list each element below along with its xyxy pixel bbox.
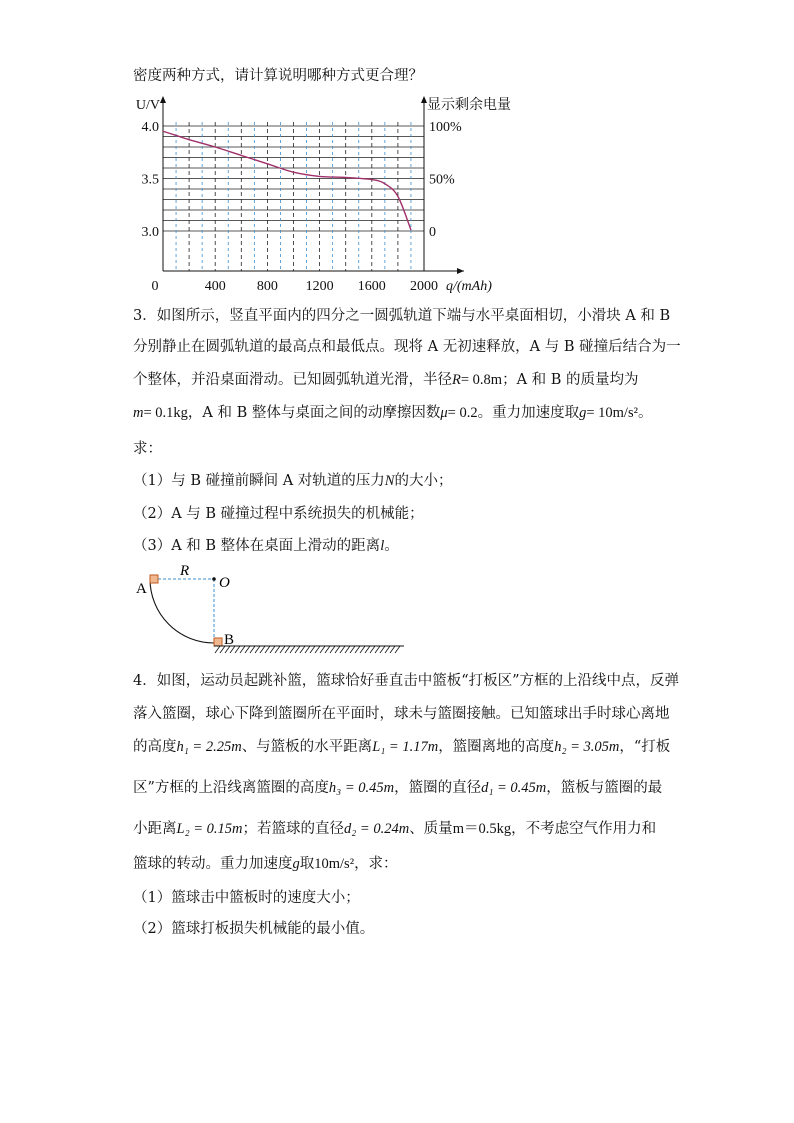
hatch-line bbox=[340, 646, 345, 653]
q3-mass-value: = 0.1kg bbox=[143, 405, 188, 421]
q3-line-5: 求： bbox=[133, 441, 162, 457]
q4-line-6 bbox=[133, 855, 398, 873]
q3-sub-1-text: （1）与 B 碰撞前瞬间 A 对轨道的压力 bbox=[133, 473, 385, 489]
y-tick-label: 3.0 bbox=[141, 225, 159, 240]
right-tick-label: 50% bbox=[429, 172, 455, 188]
q3-sub-3-rest: 。 bbox=[384, 538, 399, 554]
hatch-line bbox=[245, 646, 250, 653]
q4-d2: d₂ = 0.24m bbox=[344, 821, 410, 837]
y-tick-label: 4.0 bbox=[141, 120, 159, 135]
q4-L2: L₂ = 0.15m bbox=[176, 821, 243, 837]
hatch-line bbox=[310, 646, 315, 653]
x-axis-label: q/(mAh) bbox=[446, 279, 492, 294]
hatch-line bbox=[295, 646, 300, 653]
hatch-line bbox=[240, 646, 245, 653]
q4-line-5 bbox=[133, 820, 656, 838]
hatch-line bbox=[320, 646, 325, 653]
hatch-line bbox=[385, 646, 390, 653]
q3-line-1: 3．如图所示，竖直平面内的四分之一圆弧轨道下端与水平桌面相切，小滑块 A 和 B bbox=[133, 308, 671, 324]
chart-grid bbox=[163, 122, 424, 271]
y-axis-arrow bbox=[160, 96, 166, 103]
q4-line-1: 4．如图，运动员起跳补篮，篮球恰好垂直击中篮板“打板区”方框的上沿线中点，反弹 bbox=[133, 673, 680, 689]
hatch-line bbox=[365, 646, 370, 653]
q3-sub-2: （2）A 与 B 碰撞过程中系统损失的机械能； bbox=[133, 506, 424, 522]
hatch-line bbox=[260, 646, 265, 653]
q3-line-4-text: ，A 和 B 整体与桌面之间的动摩擦因数 bbox=[187, 405, 441, 421]
q4-line-6-b: 取 bbox=[299, 856, 315, 872]
x-tick-label: 1200 bbox=[305, 279, 334, 294]
right-tick-label: 0 bbox=[429, 225, 436, 240]
q4-line-6-a: 篮球的转动。重力加速度 bbox=[133, 856, 293, 872]
q3-radius-symbol: R bbox=[452, 372, 461, 388]
q3-distance-symbol: l bbox=[380, 538, 385, 554]
hatch-line bbox=[265, 646, 270, 653]
q3-line-4-text-2: 。重力加速度取 bbox=[477, 405, 580, 421]
q3-radius-value: = 0.8m bbox=[460, 372, 503, 388]
q4-line-4-b: ，篮圈的直径 bbox=[394, 780, 482, 796]
x-tick-label: 1600 bbox=[357, 279, 386, 294]
hatch-line bbox=[375, 646, 380, 653]
hatch-line bbox=[285, 646, 290, 653]
q3-line-3-text: 个整体，并沿桌面滑动。已知圆弧轨道光滑，半径 bbox=[133, 372, 452, 388]
q3-mu-symbol: μ bbox=[440, 405, 448, 421]
hatch-line bbox=[370, 646, 375, 653]
q3-g-value: = 10m/s² bbox=[586, 405, 638, 421]
hatch-line bbox=[355, 646, 360, 653]
q3-sub-1 bbox=[133, 472, 452, 490]
hatch-line bbox=[360, 646, 365, 653]
q4-line-5-a: 小距离 bbox=[133, 821, 177, 837]
hatch-line bbox=[270, 646, 275, 653]
q4-g-value: 10m/s² bbox=[314, 856, 355, 872]
q3-line-3-rest: ；A 和 B 的质量均为 bbox=[502, 372, 639, 388]
hatch-line bbox=[280, 646, 285, 653]
q3-mu-value: = 0.2 bbox=[447, 405, 478, 421]
x-tick-label: 400 bbox=[204, 279, 226, 294]
q4-sub-2: （2）篮球打板损失机械能的最小值。 bbox=[133, 921, 375, 937]
hatch-line bbox=[380, 646, 385, 653]
q4-L1: L₁ = 1.17m bbox=[372, 739, 439, 755]
q4-line-3-c: ，篮圈离地的高度 bbox=[438, 739, 555, 755]
q4-d1: d₁ = 0.45m bbox=[481, 780, 547, 796]
q3-sub-1-rest: 的大小； bbox=[394, 473, 453, 489]
table-hatching bbox=[215, 646, 400, 653]
q4-line-4-a: 区”方框的上沿线离篮圈的高度 bbox=[133, 780, 329, 796]
q4-line-3-b: 、与篮板的水平距离 bbox=[241, 739, 373, 755]
q3-sub-3 bbox=[133, 537, 399, 555]
q4-g-symbol: g bbox=[292, 856, 300, 872]
hatch-line bbox=[250, 646, 255, 653]
block-b bbox=[214, 638, 222, 646]
q3-sub-3-text: （3）A 和 B 整体在桌面上滑动的距离 bbox=[133, 538, 381, 554]
block-a bbox=[150, 575, 158, 583]
label-a: A bbox=[136, 581, 147, 597]
center-point-o bbox=[212, 577, 216, 581]
x-tick-label: 0 bbox=[151, 279, 159, 294]
q3-line-2: 分别静止在圆弧轨道的最高点和最低点。现将 A 无初速释放，A 与 B 碰撞后结合为一 bbox=[133, 339, 681, 355]
hatch-line bbox=[275, 646, 280, 653]
q4-sub-1: （1）篮球击中篮板时的速度大小； bbox=[133, 890, 360, 906]
hatch-line bbox=[330, 646, 335, 653]
q4-h2: h₂ = 3.05m bbox=[554, 739, 620, 755]
q3-g-symbol: g bbox=[579, 405, 587, 421]
hatch-line bbox=[395, 646, 400, 653]
intro-line: 密度两种方式，请计算说明哪种方式更合理？ bbox=[133, 68, 423, 84]
q4-line-4-c: ，篮板与篮圈的最 bbox=[546, 780, 663, 796]
hatch-line bbox=[290, 646, 295, 653]
q4-h1: h₁ = 2.25m bbox=[176, 739, 242, 755]
q3-mass-symbol: m bbox=[133, 405, 144, 421]
label-r: R bbox=[180, 563, 190, 579]
q4-line-6-c: ，求： bbox=[354, 856, 398, 872]
q4-line-3-d: ，“打板 bbox=[619, 739, 671, 755]
chart-series-line bbox=[163, 131, 411, 230]
hatch-line bbox=[390, 646, 395, 653]
hatch-line bbox=[300, 646, 305, 653]
q4-line-3-a: 的高度 bbox=[133, 739, 177, 755]
q4-line-5-d: ，不考虑空气作用力和 bbox=[511, 821, 657, 837]
hatch-line bbox=[305, 646, 310, 653]
q4-line-2: 落入篮圈，球心下降到篮圈所在平面时，球未与篮圈接触。已知篮球出手时球心离地 bbox=[133, 706, 670, 722]
q4-mass: m＝0.5kg bbox=[452, 821, 512, 837]
hatch-line bbox=[325, 646, 330, 653]
y-axis-label: U/V bbox=[135, 98, 160, 113]
q3-normal-force-symbol: N bbox=[384, 473, 395, 489]
hatch-line bbox=[315, 646, 320, 653]
right-tick-label: 100% bbox=[429, 120, 462, 135]
hatch-line bbox=[235, 646, 240, 653]
q4-line-3 bbox=[133, 738, 670, 756]
hatch-line bbox=[350, 646, 355, 653]
x-axis-arrow bbox=[457, 268, 464, 274]
x-tick-label: 2000 bbox=[410, 279, 438, 294]
hatch-line bbox=[255, 646, 260, 653]
q3-line-3 bbox=[133, 371, 639, 389]
y-tick-label: 3.5 bbox=[141, 172, 159, 188]
hatch-line bbox=[215, 646, 220, 653]
q3-track-figure bbox=[120, 560, 420, 660]
label-o: O bbox=[219, 575, 230, 591]
hatch-line bbox=[335, 646, 340, 653]
q3-line-4-end: 。 bbox=[637, 405, 653, 421]
q4-line-5-b: ；若篮球的直径 bbox=[242, 821, 344, 837]
chart-axes bbox=[160, 96, 464, 274]
q4-h3: h₃ = 0.45m bbox=[328, 780, 395, 796]
right-axis-label: 显示剩余电量 bbox=[427, 98, 511, 113]
q4-line-5-c: 、质量 bbox=[409, 821, 453, 837]
x-tick-label: 800 bbox=[256, 279, 278, 294]
label-b: B bbox=[224, 632, 235, 648]
hatch-line bbox=[345, 646, 350, 653]
q3-line-4 bbox=[133, 404, 652, 422]
q4-line-4 bbox=[133, 779, 662, 797]
